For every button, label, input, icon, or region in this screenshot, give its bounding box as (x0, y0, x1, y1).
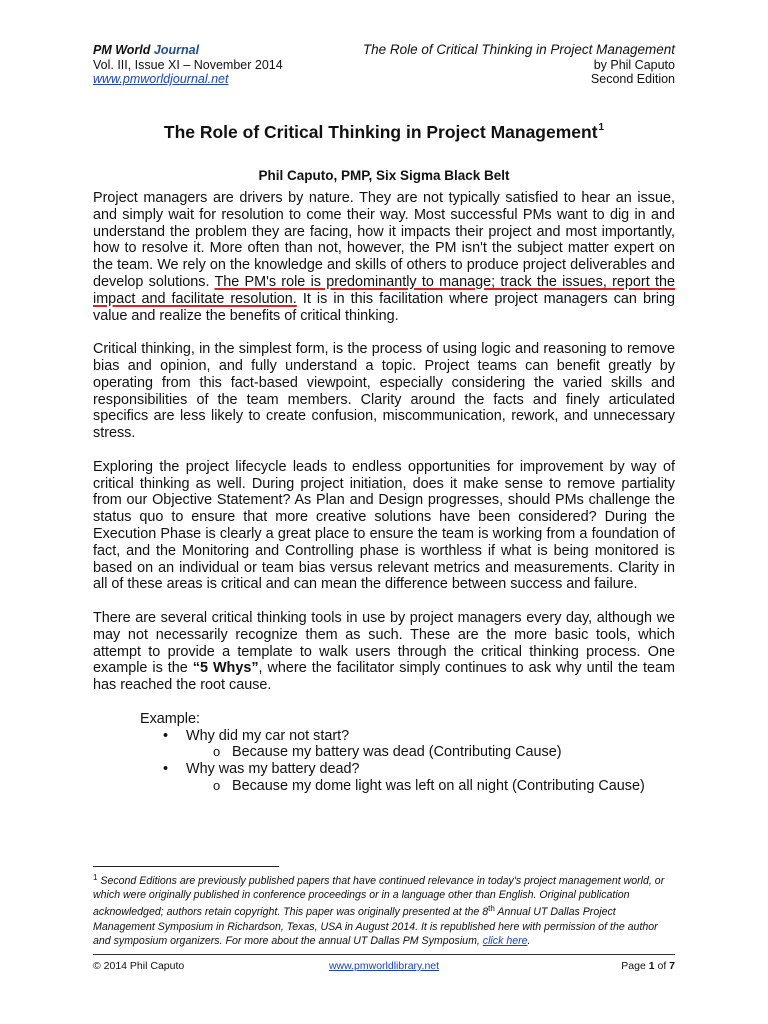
header-right (363, 43, 675, 87)
paragraph-2: Critical thinking, in the simplest form, is the process of using logic and reasoning to remove bias and opinion, and fully understand a topic. Project teams can benefit greatly by operating from this fact-based viewpoint, especially considering the varied skills and responsibilities of the team members. Clarity around the facts and finely articulated specifics are less likely to create confusion, miscommunication, rework, and unnecessary stress. (93, 341, 675, 442)
journal-name-part1: PM World (93, 43, 154, 57)
paragraph-1-start: Project managers are drivers by nature. They are not typically satisfied to hear an issue, and simply wait for resolution to come their way. Most successful PMs want to dig in and understand the problem they are facing, how it impacts their project and most importantly, how to resolve it. More often than not, however, the PM isn't the subject matter expert on the team. We rely on the knowledge and skills of others to produce project deliverables and develop solutions. (93, 190, 675, 290)
page-total: 7 (669, 960, 675, 972)
example-list (140, 728, 675, 795)
paragraph-1-end: It is in this facilitation where project managers can bring value and realize the benefits of critical thinking. (93, 290, 675, 324)
footnote-divider (93, 866, 279, 867)
click-here-link[interactable]: click here (482, 934, 528, 947)
footer-copyright: © 2014 Phil Caputo (93, 960, 185, 972)
title-footnote-mark: 1 (598, 122, 605, 133)
example-label: Example: (140, 710, 200, 727)
footnote-mark: 1 (93, 873, 98, 882)
five-whys-example (140, 711, 675, 795)
paragraph-4-start: There are several critical thinking tools in use by project managers every day, although we may not necessarily recognize them as such. These are the more basic tools, which attempt to provide a template to walk users through the critical thinking process. One example is the (93, 609, 675, 677)
running-title: The Role of Critical Thinking in Project Management (362, 42, 675, 57)
issue-info: Vol. III, Issue XI – November 2014 (93, 57, 283, 72)
page-number (621, 960, 675, 972)
running-byline: by Phil Caputo (593, 57, 675, 72)
underlined-key-sentence: The PM's role is predominantly to manage; track the issues, report the impact and facilitate resolution. (93, 273, 675, 307)
article-author: Phil Caputo, PMP, Six Sigma Black Belt (258, 168, 510, 183)
article-title (0, 122, 768, 143)
page-of-word: of (654, 960, 670, 972)
list-item: o Because my battery was dead (Contributing Cause) (140, 744, 675, 761)
article-body (93, 190, 675, 795)
footnote (93, 871, 678, 948)
journal-name (93, 43, 283, 58)
footer-divider (93, 954, 675, 955)
article-title-text: The Role of Critical Thinking in Project Management (163, 122, 598, 142)
page-word: Page (621, 960, 649, 972)
page-current: 1 (648, 960, 655, 972)
journal-name-part2: Journal (153, 43, 200, 57)
paragraph-1 (93, 190, 675, 324)
paragraph-4-end: , where the facilitator simply continues to ask why until the team has reached the root cause. (93, 660, 675, 694)
footnote-ordinal: th (488, 904, 495, 914)
paragraph-4 (93, 610, 675, 694)
running-edition: Second Edition (590, 72, 675, 86)
footnote-text-c: . (527, 934, 531, 947)
five-whys-term: “5 Whys” (192, 660, 259, 677)
footnote-text-b: Annual UT Dallas Project Management Symposium in Richardson, Texas, USA in August 2014. It is republished here with permission of the author and symposium organizers. For more about the annual UT Dallas PM Symposium, (93, 906, 658, 947)
paragraph-3: Exploring the project lifecycle leads to endless opportunities for improvement by way of critical thinking as well. During project initiation, does it make sense to remove partiality from our Objective Statement? As Plan and Design progresses, should PMs challenge the status quo to ensure that more creative solutions have been considered? During the Execution Phase is clearly a great place to ensure the team is working from a foundation of fact, and the Monitoring and Controlling phase is worthless if what is being monitored is based on an individual or team bias versus relevant metrics and measurements. Clarity in all of these areas is critical and can mean the difference between success and failure. (93, 458, 675, 593)
header-left (93, 43, 283, 87)
footnote-text-a: Second Editions are previously published papers that have continued relevance in today's project management world, or which were originally published in conference proceedings or in a language other than English. Original publication acknowledged; authors retain copyright. This paper was originally presented at the 8 (93, 875, 665, 919)
list-item: • Why did my car not start? (140, 728, 675, 745)
list-item: o Because my dome light was left on all night (Contributing Cause) (140, 778, 675, 795)
list-item: • Why was my battery dead? (140, 761, 675, 778)
footer-website-link[interactable]: www.pmworldlibrary.net (328, 960, 440, 972)
journal-website-link[interactable]: www.pmworldjournal.net (93, 72, 229, 86)
